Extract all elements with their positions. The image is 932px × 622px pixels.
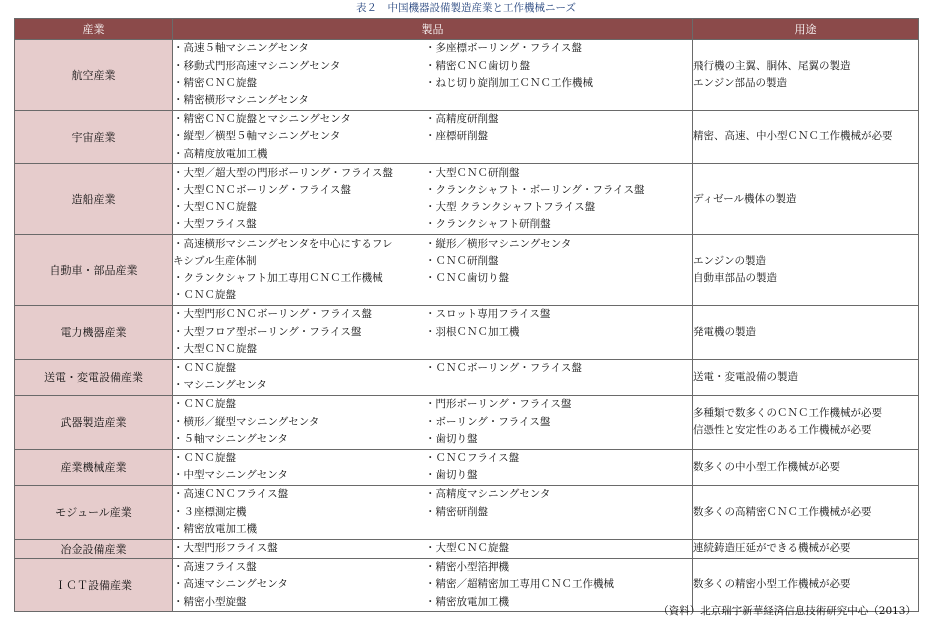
product-item: ・高速ＣＮＣフライス盤 — [173, 488, 289, 501]
usage-item: 送電・変電設備の製造 — [693, 370, 798, 383]
product-item: ・高速マシニングセンタ — [173, 578, 288, 591]
industry-cell: 電力機器産業 — [15, 305, 173, 359]
product-item: ・歯切り盤 — [425, 469, 478, 482]
product-item: ・高速横形マシニングセンタを中心にするフレ — [173, 237, 393, 250]
product-item: ・マシニングセンタ — [173, 379, 267, 392]
industry-cell: 造船産業 — [15, 164, 173, 235]
product-item: ・高速フライス盤 — [173, 561, 257, 574]
products-columns — [173, 236, 692, 305]
product-item: ・縦型／横型５軸マシニングセンタ — [173, 130, 341, 143]
product-item: ・精密放電加工機 — [425, 595, 509, 608]
products-column-2 — [425, 40, 692, 109]
industry-cell: ＩＣＴ設備産業 — [15, 558, 173, 612]
usage-item: エンジンの製造 — [693, 254, 766, 267]
industry-cell: 宇宙産業 — [15, 110, 173, 164]
product-item: ・移動式門形高速マシニングセンタ — [173, 59, 341, 72]
product-item: ・多座標ボーリング・フライス盤 — [425, 42, 582, 55]
table-row — [15, 449, 919, 485]
product-item: ・座標研削盤 — [425, 130, 488, 143]
product-item: ・大型フライス盤 — [173, 218, 257, 231]
usage-item: ディゼール機体の製造 — [693, 192, 797, 205]
products-column-2 — [425, 486, 692, 538]
product-item: キシブル生産体制 — [173, 254, 257, 267]
products-column-1 — [173, 450, 425, 484]
product-item: ・高精度放電加工機 — [173, 147, 268, 160]
products-cell — [173, 305, 693, 359]
product-item: ・高精度マシニングセンタ — [425, 488, 551, 501]
product-item: ・クランクシャフト・ボーリング・フライス盤 — [425, 184, 645, 197]
product-item: ・５軸マシニングセンタ — [173, 432, 288, 445]
products-columns — [173, 306, 692, 358]
table-row — [15, 359, 919, 395]
usage-cell — [693, 305, 919, 359]
products-columns — [173, 165, 692, 234]
usage-item: 数多くの高精密ＣＮＣ工作機械が必要 — [693, 505, 872, 518]
industry-cell: 航空産業 — [15, 40, 173, 111]
industry-cell: 送電・変電設備産業 — [15, 359, 173, 395]
products-cell — [173, 395, 693, 449]
table-row — [15, 305, 919, 359]
table-title: 表２ 中国機器設備製造産業と工作機械ニーズ — [356, 2, 576, 14]
products-column-2 — [425, 111, 692, 163]
header-usage: 用途 — [693, 19, 919, 40]
usage-cell — [693, 539, 919, 558]
source-note: （資料）北京瑞宇新華経済信息技術研究中心（2013） — [658, 605, 916, 617]
usage-item: 精密、高速、中小型ＣＮＣ工作機械が必要 — [693, 130, 893, 143]
products-cell — [173, 539, 693, 558]
table-row — [15, 485, 919, 539]
product-item: ・精密ＣＮＣ旋盤 — [173, 76, 257, 89]
product-item: ・ねじ切り旋削加工ＣＮＣ工作機械 — [425, 76, 593, 89]
usage-cell — [693, 395, 919, 449]
products-columns — [173, 396, 692, 448]
products-columns — [173, 360, 692, 394]
products-columns — [173, 486, 692, 538]
header-industry: 産業 — [15, 19, 173, 40]
product-item: ・ＣＮＣボーリング・フライス盤 — [425, 362, 582, 375]
products-cell — [173, 359, 693, 395]
usage-item: エンジン部品の製造 — [693, 76, 787, 89]
product-item: ・３座標測定機 — [173, 505, 247, 518]
product-item: ・スロット専用フライス盤 — [425, 308, 551, 321]
industry-cell: モジュール産業 — [15, 485, 173, 539]
product-item: ・精密小型箔押機 — [425, 561, 509, 574]
usage-cell — [693, 164, 919, 235]
products-column-2 — [425, 165, 692, 234]
product-item: ・精密／超精密加工専用ＣＮＣ工作機械 — [425, 578, 614, 591]
product-item: ・縦形／横形マシニングセンタ — [425, 237, 572, 250]
product-item: ・大型ＣＮＣ旋盤 — [173, 201, 257, 214]
product-item: ・精密放電加工機 — [173, 522, 257, 535]
product-item: ・大型門形フライス盤 — [173, 542, 278, 555]
products-cell — [173, 558, 693, 612]
product-item: ・精密ＣＮＣ歯切り盤 — [425, 59, 530, 72]
products-columns — [173, 540, 692, 557]
products-column-2 — [425, 306, 692, 358]
product-item: ・精密研削盤 — [425, 505, 488, 518]
product-item: ・精密ＣＮＣ旋盤とマシニングセンタ — [173, 113, 351, 126]
products-column-1 — [173, 236, 425, 305]
usage-item: 数多くの中小型工作機械が必要 — [693, 460, 840, 473]
products-columns — [173, 450, 692, 484]
products-column-1 — [173, 559, 425, 611]
products-column-1 — [173, 40, 425, 109]
product-item: ・歯切り盤 — [425, 432, 478, 445]
product-item: ・高速５軸マシニングセンタ — [173, 42, 309, 55]
products-cell — [173, 485, 693, 539]
products-columns — [173, 40, 692, 109]
product-item: ・横形／縦型マシニングセンタ — [173, 415, 320, 428]
product-item: ・大型ＣＮＣ旋盤 — [173, 342, 257, 355]
product-item: ・ＣＮＣ旋盤 — [173, 452, 236, 465]
product-item: ・ボーリング・フライス盤 — [425, 415, 551, 428]
product-item: ・大型ＣＮＣ旋盤 — [425, 542, 509, 555]
header-products: 製品 — [173, 19, 693, 40]
products-column-2 — [425, 360, 692, 394]
product-item: ・門形ボーリング・フライス盤 — [425, 398, 572, 411]
product-item: ・クランクシャフト加工専用ＣＮＣ工作機械 — [173, 272, 383, 285]
product-item: ・大型／超大型の門形ボーリング・フライス盤 — [173, 166, 393, 179]
products-cell — [173, 449, 693, 485]
product-item: ・精密横形マシニングセンタ — [173, 94, 309, 107]
industry-cell: 産業機械産業 — [15, 449, 173, 485]
usage-item: 連続鋳造圧延ができる機械が必要 — [693, 542, 851, 555]
table-row — [15, 235, 919, 306]
products-columns — [173, 559, 692, 611]
usage-cell — [693, 40, 919, 111]
products-cell — [173, 164, 693, 235]
usage-cell — [693, 485, 919, 539]
product-item: ・ＣＮＣ旋盤 — [173, 289, 236, 302]
products-column-1 — [173, 111, 425, 163]
product-item: ・ＣＮＣ研削盤 — [425, 254, 499, 267]
products-cell — [173, 235, 693, 306]
product-item: ・高精度研削盤 — [425, 113, 499, 126]
usage-cell — [693, 235, 919, 306]
table-row — [15, 40, 919, 111]
products-column-2 — [425, 396, 692, 448]
industry-cell: 自動車・部品産業 — [15, 235, 173, 306]
products-cell — [173, 110, 693, 164]
usage-cell — [693, 359, 919, 395]
product-item: ・精密小型旋盤 — [173, 595, 247, 608]
product-item: ・ＣＮＣ旋盤 — [173, 362, 236, 375]
products-columns — [173, 111, 692, 163]
products-cell — [173, 40, 693, 111]
product-item: ・中型マシニングセンタ — [173, 469, 288, 482]
product-item: ・ＣＮＣ旋盤 — [173, 398, 236, 411]
industry-table — [14, 18, 919, 612]
table-row — [15, 164, 919, 235]
product-item: ・大型ＣＮＣ研削盤 — [425, 166, 520, 179]
usage-item: 発電機の製造 — [693, 325, 756, 338]
product-item: ・大型ＣＮＣボーリング・フライス盤 — [173, 184, 351, 197]
products-column-1 — [173, 306, 425, 358]
usage-item: 信憑性と安定性のある工作機械が必要 — [693, 424, 872, 437]
products-column-1 — [173, 486, 425, 538]
usage-item: 多種類で数多くのＣＮＣ工作機械が必要 — [693, 407, 882, 420]
usage-cell — [693, 449, 919, 485]
table-row — [15, 110, 919, 164]
product-item: ・ＣＮＣ歯切り盤 — [425, 272, 509, 285]
product-item: ・大型フロア型ボーリング・フライス盤 — [173, 325, 362, 338]
products-column-2 — [425, 450, 692, 484]
header-row — [15, 19, 919, 40]
industry-cell: 冶金設備産業 — [15, 539, 173, 558]
usage-item: 飛行機の主翼、胴体、尾翼の製造 — [693, 59, 851, 72]
product-item: ・大型門形ＣＮＣボーリング・フライス盤 — [173, 308, 372, 321]
products-column-1 — [173, 360, 425, 394]
usage-item: 自動車部品の製造 — [693, 272, 777, 285]
product-item: ・羽根ＣＮＣ加工機 — [425, 325, 520, 338]
products-column-1 — [173, 540, 425, 557]
industry-cell: 武器製造産業 — [15, 395, 173, 449]
products-column-2 — [425, 540, 692, 557]
product-item: ・クランクシャフト研削盤 — [425, 218, 551, 231]
usage-cell — [693, 110, 919, 164]
table-row — [15, 539, 919, 558]
table-row — [15, 395, 919, 449]
products-column-2 — [425, 236, 692, 305]
product-item: ・大型 クランクシャフトフライス盤 — [425, 201, 596, 214]
products-column-2 — [425, 559, 692, 611]
products-column-1 — [173, 165, 425, 234]
usage-item: 数多くの精密小型工作機械が必要 — [693, 578, 851, 591]
product-item: ・ＣＮＣフライス盤 — [425, 452, 520, 465]
products-column-1 — [173, 396, 425, 448]
